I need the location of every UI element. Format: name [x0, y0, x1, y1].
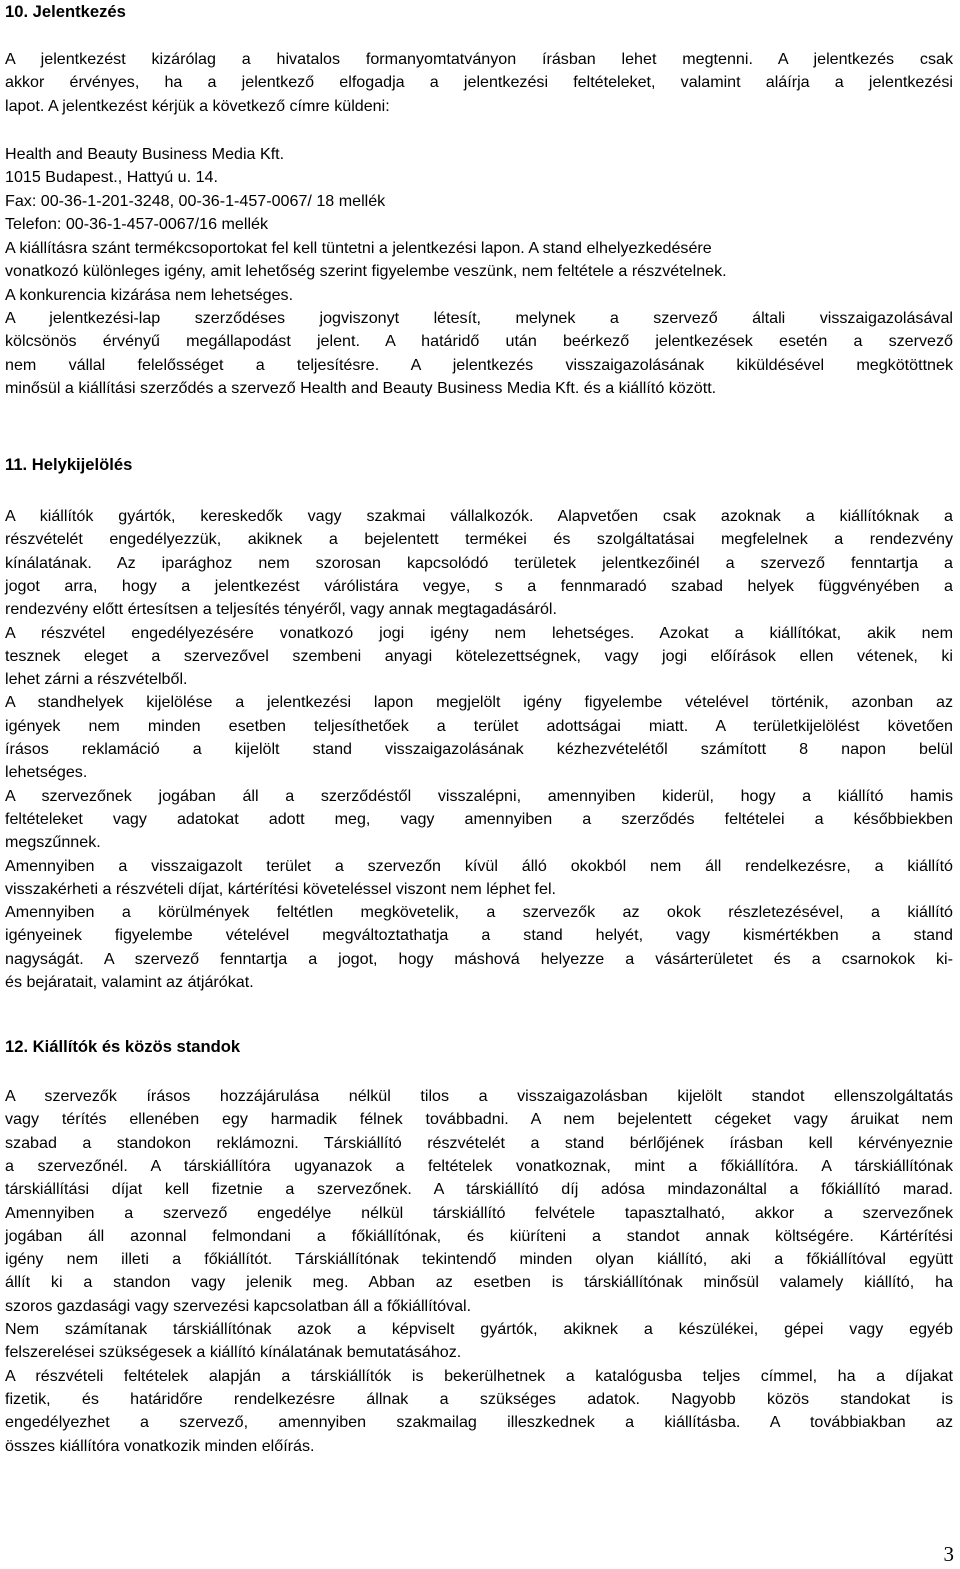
- text-line: A szervezőnek jogában áll a szerződéstől visszalépni, amennyiben kiderül, hogy a kiállító hamis: [5, 786, 953, 805]
- text-line: fizetik, és határidőre rendelkezésre állnak a szükséges adatok. Nagyobb közös standokat is: [5, 1389, 953, 1408]
- text-line: minősül a kiállítási szerződés a szervező Health and Beauty Business Media Kft. és a kiállító között.: [5, 378, 717, 397]
- text-line: vagy térítés ellenében egy harmadik félnek továbbadni. A nem bejelentett cégeket vagy áruikat nem: [5, 1110, 953, 1129]
- text-line: írásos reklamáció a kijelölt stand visszaigazolásának kézhezvételétől számított 8 napon belül: [5, 740, 953, 758]
- section-heading: 12. Kiállítók és közös standok: [5, 1037, 241, 1056]
- text-line: kínálatának. Az iparághoz nem szorosan kapcsolódó területek jelentkezőinél a szervező fenntartja a: [5, 553, 953, 572]
- text-line: feltételeket vagy adatokat adott meg, vagy amennyiben a szerződés feltételei a későbbiekben: [5, 809, 953, 828]
- section-heading: 10. Jelentkezés: [5, 2, 126, 21]
- text-line: nagyságát. A szervező fenntartja a jogot, hogy máshová helyezze a vásárterületet és a csarnokok ki-: [5, 949, 953, 968]
- text-line: Amennyiben a körülmények feltétlen megkövetelik, a szervezők az okok részletezésével, a kiállító: [5, 903, 953, 922]
- text-line: A jelentkezést kizárólag a hivatalos formanyomtatványon írásban lehet megtenni. A jelentkezés csak: [5, 50, 953, 68]
- text-line: 1015 Budapest., Hattyú u. 14.: [5, 168, 218, 187]
- text-line: szoros gazdasági vagy szervezési kapcsolatban áll a főkiállítóval.: [5, 1296, 472, 1315]
- page-number: 3: [943, 1542, 954, 1566]
- text-line: Telefon: 00-36-1-457-0067/16 mellék: [5, 214, 269, 233]
- text-line: megszűnnek.: [5, 833, 101, 852]
- text-line: engedélyezhet a szervező, amennyiben szakmailag illeszkednek a kiállításba. A továbbiakban az: [5, 1413, 953, 1432]
- text-line: társkiállítási díjat kell fizetnie a szervezőnek. A társkiállító díj adósa mindazonáltal a főkiállító marad.: [5, 1180, 953, 1199]
- text-line: Fax: 00-36-1-201-3248, 00-36-1-457-0067/ 18 mellék: [5, 191, 386, 210]
- section-heading: 11. Helykijelölés: [5, 455, 133, 474]
- text-line: lapot. A jelentkezést kérjük a következő címre küldeni:: [5, 96, 390, 115]
- text-line: A standhelyek kijelölése a jelentkezési lapon megjelölt igény figyelembe vételével történik, azonban az: [5, 693, 953, 712]
- text-line: Nem számítanak társkiállítónak azok a képviselt gyártók, akiknek a készülékei, gépei vagy egyéb: [5, 1320, 953, 1338]
- text-line: igényeinek figyelembe vételével megváltoztathatja a stand helyét, vagy kismértékben a stand: [5, 926, 953, 945]
- text-line: A részvételi feltételek alapján a társkiállítók is bekerülhetnek a katalógusba teljes címmel, ha a díjakat: [5, 1366, 953, 1385]
- text-line: szabad a standokon reklámozni. Társkiállító részvételét a stand bérlőjének írásban kell kérvényeznie: [5, 1133, 953, 1152]
- text-line: rendezvény előtt értesítsen a teljesítés tényéről, vagy annak megtagadásáról.: [5, 600, 557, 619]
- text-line: vonatkozó különleges igény, amit lehetőség szerint figyelembe veszünk, nem feltétele a részvételnek.: [5, 262, 727, 281]
- text-line: Amennyiben a visszaigazolt terület a szervezőn kívül álló okokból nem áll rendelkezésre, a kiállító: [5, 856, 953, 875]
- text-line: állít ki a standon vagy jelenik meg. Abban az esetben is társkiállítónak minősül valamely kiállító, ha: [5, 1273, 953, 1292]
- text-line: lehetséges.: [5, 763, 88, 782]
- text-line: részvételét engedélyezzük, akiknek a bejelentett termékei és szolgáltatásai megfelelnek a rendezvény: [5, 530, 953, 549]
- text-line: A konkurencia kizárása nem lehetséges.: [5, 285, 294, 304]
- text-line: nem vállal felelősséget a teljesítésre. A jelentkezés visszaigazolásának kiküldésével megkötöttnek: [5, 355, 953, 374]
- text-line: A jelentkezési-lap szerződéses jogviszonyt létesít, melynek a szervező általi visszaigazolásával: [5, 308, 953, 327]
- text-line: akkor érvényes, ha a jelentkező elfogadja a jelentkezési feltételeket, valamint aláírja a jelentkezési: [5, 73, 953, 92]
- text-line: Health and Beauty Business Media Kft.: [5, 145, 285, 163]
- text-line: jogot arra, hogy a jelentkezést várólistára vegye, s a fennmaradó szabad helyek függvényében a: [5, 576, 953, 595]
- text-line: A szervezők írásos hozzájárulása nélkül tilos a visszaigazolásban kijelölt standot ellenszolgáltatás: [5, 1087, 953, 1105]
- text-line: és bejáratait, valamint az átjárókat.: [5, 973, 254, 991]
- text-line: jogában áll azonnal felmondani a főkiállítónak, és kiüríteni a standot annak költségére. Kártérítési: [5, 1226, 953, 1245]
- text-line: igény nem illeti a főkiállítót. Társkiállítónak tekintendő minden olyan kiállító, aki a főkiállítóval együtt: [5, 1250, 953, 1269]
- text-line: A kiállításra szánt termékcsoportokat fel kell tüntetni a jelentkezési lapon. A stand elhelyezkedésére: [5, 239, 712, 257]
- text-line: visszakérheti a részvételi díjat, kártérítési követeléssel viszont nem léphet fel.: [5, 879, 557, 898]
- text-line: tesznek eleget a szervezővel szembeni anyagi kötelezettségnek, vagy jogi előírások ellen vétenek, ki: [5, 646, 953, 665]
- text-line: A részvétel engedélyezésére vonatkozó jogi igény nem lehetséges. Azokat a kiállítókat, akik nem: [5, 623, 953, 642]
- text-line: kölcsönös érvényű megállapodást jelent. A határidő után beérkező jelentkezések esetén a szervező: [5, 332, 953, 351]
- text-line: A kiállítók gyártók, kereskedők vagy szakmai vállalkozók. Alapvetően csak azoknak a kiállítóknak a: [5, 507, 953, 525]
- text-line: összes kiállítóra vonatkozik minden előírás.: [5, 1436, 315, 1455]
- text-line: lehet zárni a részvételből.: [5, 670, 188, 689]
- text-line: Amennyiben a szervező engedélye nélkül társkiállító felvétele tapasztalható, akkor a szervezőnek: [5, 1203, 953, 1222]
- text-line: felszerelései szükségesek a kiállító kínálatának bemutatásához.: [5, 1343, 462, 1362]
- text-line: a szervezőnél. A társkiállítóra ugyanazok a feltételek vonatkoznak, mint a főkiállítóra. A társkiállítónak: [5, 1156, 953, 1175]
- text-line: igények nem minden esetben teljesíthetőek a terület adottságai miatt. A területkijelölést követően: [5, 716, 953, 735]
